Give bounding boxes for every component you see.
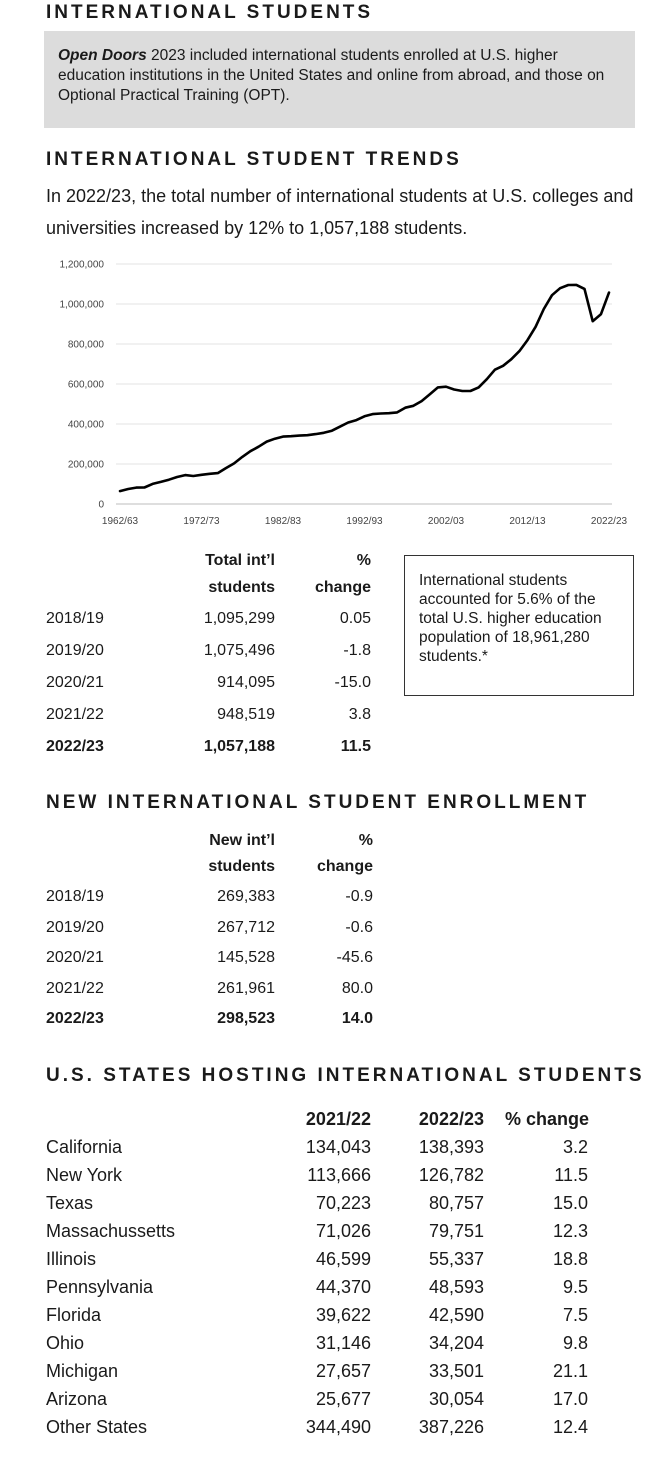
- row-state: Pennsylvania: [46, 1277, 154, 1297]
- new-col-count-line2: students: [208, 858, 275, 875]
- row-state: Illinois: [46, 1249, 97, 1269]
- row-change: 15.0: [552, 1193, 588, 1213]
- states-title: U.S. STATES HOSTING INTERNATIONAL STUDENTS: [46, 1065, 645, 1086]
- table-row: [0, 1133, 658, 1161]
- trends-title: INTERNATIONAL STUDENT TRENDS: [46, 149, 462, 170]
- row-2022: 80,757: [428, 1193, 484, 1213]
- y-tick-label: 0: [98, 499, 104, 511]
- page-title: INTERNATIONAL STUDENTS: [46, 2, 374, 23]
- table-row: [0, 913, 400, 943]
- row-2022: 33,501: [428, 1361, 484, 1381]
- row-state: New York: [46, 1165, 123, 1185]
- table-row: [0, 1217, 658, 1245]
- row-2022: 34,204: [428, 1333, 484, 1353]
- x-tick-label: 1992/93: [346, 516, 383, 527]
- new-col-count-line1: New int’l: [209, 832, 275, 849]
- row-change: 3.2: [562, 1137, 588, 1157]
- y-tick-label: 1,000,000: [59, 299, 104, 311]
- trends-lede: In 2022/23, the total number of international students at U.S. colleges and universities increased by 12% to 1,057,188 students.: [46, 186, 634, 238]
- row-state: Michigan: [46, 1361, 119, 1381]
- row-year: 2018/19: [46, 888, 104, 905]
- row-2022: 30,054: [428, 1389, 484, 1409]
- totals-col-total-line1: Total int’l: [205, 552, 275, 569]
- table-row: [0, 700, 400, 730]
- callout-box: International students accounted for 5.6% of the total U.S. higher education population of 18,961,280 students.*: [404, 555, 634, 696]
- totals-header-row-2: [0, 575, 400, 605]
- table-row: [0, 1273, 658, 1301]
- states-col-2022: 2022/23: [418, 1109, 484, 1129]
- row-state: Texas: [46, 1193, 94, 1213]
- table-row: [0, 1329, 658, 1357]
- row-total: 1,057,188: [203, 738, 275, 755]
- row-change: 80.0: [341, 979, 373, 997]
- table-row: [0, 1189, 658, 1217]
- table-row: [0, 943, 400, 973]
- row-total: 1,095,299: [203, 610, 275, 627]
- x-tick-label: 2002/03: [427, 516, 465, 527]
- table-row: [0, 604, 400, 634]
- new-col-change-line2: change: [316, 858, 373, 875]
- row-2021: 113,666: [307, 1165, 371, 1185]
- row-change: 9.8: [562, 1333, 588, 1353]
- totals-col-total-line2: students: [208, 579, 275, 596]
- totals-header-row-1: [0, 548, 400, 578]
- row-change: -1.8: [343, 642, 371, 659]
- y-tick-label: 800,000: [67, 339, 104, 351]
- table-row: [0, 1413, 658, 1441]
- table-row: [0, 1004, 400, 1034]
- row-state: Ohio: [46, 1333, 85, 1353]
- row-change: -0.9: [345, 888, 373, 905]
- row-2022: 42,590: [428, 1305, 484, 1325]
- y-tick-label: 200,000: [67, 459, 104, 471]
- table-row: [0, 668, 400, 698]
- row-change: 9.5: [562, 1277, 588, 1297]
- y-tick-label: 400,000: [67, 419, 104, 431]
- row-2021: 344,490: [305, 1417, 371, 1437]
- row-year: 2020/21: [46, 674, 104, 691]
- row-2021: 70,223: [315, 1193, 371, 1213]
- row-state: Massachussetts: [46, 1221, 176, 1241]
- new-col-change-line1: %: [358, 832, 373, 849]
- row-change: 11.5: [554, 1165, 588, 1185]
- row-change: 17.0: [552, 1389, 588, 1409]
- y-tick-label: 1,200,000: [59, 259, 104, 271]
- row-change: -45.6: [336, 949, 373, 966]
- row-count: 145,528: [217, 949, 275, 966]
- row-2021: 39,622: [315, 1305, 371, 1325]
- row-state: Other States: [46, 1417, 148, 1437]
- row-change: 18.8: [552, 1249, 588, 1269]
- x-tick-label: 2022/23: [590, 516, 628, 527]
- row-2021: 46,599: [315, 1249, 371, 1269]
- new-header-row-2: [0, 854, 400, 884]
- table-row: [0, 636, 400, 666]
- row-2022: 79,751: [428, 1221, 484, 1241]
- row-count: 267,712: [217, 918, 275, 936]
- states-col-2021: 2021/22: [305, 1109, 371, 1129]
- table-row: [0, 1385, 658, 1413]
- row-change: 11.5: [340, 738, 371, 755]
- new-enrollment-title: NEW INTERNATIONAL STUDENT ENROLLMENT: [46, 792, 590, 813]
- row-state: Arizona: [46, 1389, 108, 1409]
- row-2022: 48,593: [428, 1277, 484, 1297]
- y-tick-label: 600,000: [67, 379, 104, 391]
- note-emphasis: Open Doors: [58, 47, 147, 64]
- row-year: 2022/23: [46, 738, 104, 755]
- row-change: -0.6: [345, 918, 373, 936]
- x-tick-label: 1982/83: [264, 516, 302, 527]
- totals-col-change-line2: change: [314, 579, 371, 596]
- row-change: 14.0: [341, 1010, 373, 1027]
- row-change: 21.1: [552, 1361, 588, 1381]
- row-2022: 387,226: [418, 1417, 484, 1437]
- row-state: California: [46, 1137, 123, 1157]
- row-year: 2019/20: [46, 918, 104, 936]
- table-row: [0, 732, 400, 762]
- note-text: 2023 included international students enrolled at U.S. higher education institutions in the United States and online from abroad, and those on Optional Practical Training (OPT).: [58, 47, 605, 104]
- row-change: -15.0: [334, 674, 371, 691]
- row-count: 261,961: [217, 979, 275, 997]
- table-row: [0, 1161, 658, 1189]
- row-2022: 126,782: [418, 1165, 484, 1185]
- x-tick-label: 1972/73: [183, 516, 220, 527]
- row-year: 2020/21: [46, 949, 104, 966]
- x-tick-label: 1962/63: [101, 516, 139, 527]
- row-2021: 44,370: [315, 1277, 371, 1297]
- states-col-change: % change: [504, 1109, 589, 1129]
- row-change: 7.5: [562, 1305, 588, 1325]
- row-count: 298,523: [217, 1010, 275, 1027]
- row-total: 1,075,496: [203, 642, 275, 659]
- table-row: [0, 1357, 658, 1385]
- row-count: 269,383: [217, 888, 275, 905]
- row-year: 2019/20: [46, 642, 104, 659]
- row-state: Florida: [46, 1305, 102, 1325]
- series-line: [120, 285, 609, 491]
- row-change: 12.4: [552, 1417, 588, 1437]
- row-year: 2022/23: [46, 1010, 104, 1027]
- table-row: [0, 882, 400, 912]
- row-year: 2021/22: [46, 979, 104, 997]
- row-change: 0.05: [339, 610, 371, 627]
- row-year: 2018/19: [46, 610, 104, 627]
- table-row: [0, 974, 400, 1004]
- row-2021: 27,657: [315, 1361, 371, 1381]
- row-total: 914,095: [217, 674, 275, 691]
- row-2021: 25,677: [315, 1389, 371, 1409]
- row-2021: 71,026: [315, 1221, 371, 1241]
- row-change: 3.8: [348, 706, 371, 723]
- row-2021: 134,043: [305, 1137, 371, 1157]
- row-change: 12.3: [552, 1221, 588, 1241]
- note-box: [44, 31, 635, 128]
- table-row: [0, 1245, 658, 1273]
- row-2021: 31,146: [315, 1333, 371, 1353]
- states-header-row: [0, 1105, 658, 1133]
- trend-line-chart: [0, 252, 658, 532]
- row-total: 948,519: [217, 706, 275, 723]
- row-2022: 55,337: [428, 1249, 484, 1269]
- totals-col-change-line1: %: [356, 552, 371, 569]
- x-tick-label: 2012/13: [509, 516, 546, 527]
- row-year: 2021/22: [46, 706, 104, 723]
- table-row: [0, 1301, 658, 1329]
- row-2022: 138,393: [418, 1137, 484, 1157]
